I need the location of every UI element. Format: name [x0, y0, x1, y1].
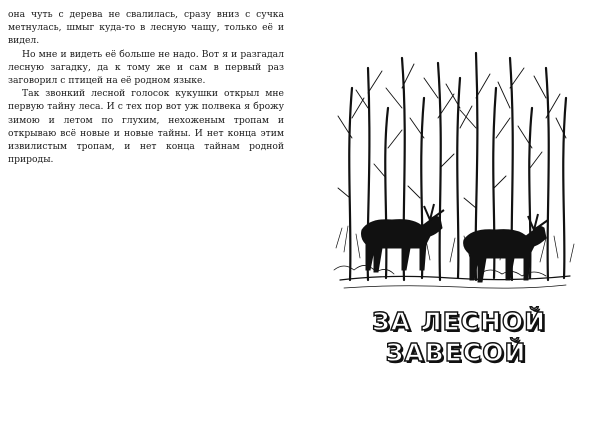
paragraph: Так звонкий лесной голосок кукушки открыл мне первую тайну леса. И с тех пор вот уж полвека я брожу зимою и летом по глухим, нехоженым тропам и открываю всё новые и новые тайны. И нет конца этим извилистым тропам, и нет конца тайнам родной природы. — [8, 88, 284, 166]
forest-moose-illustration — [330, 48, 578, 296]
paragraph: Но мне и видеть её больше не надо. Вот я и разгадал лесную загадку, да к тому же и сам в первый раз заговорил с птицей на её родном языке. — [8, 48, 284, 87]
book-title — [372, 306, 547, 368]
title-line-1: ЗА ЛЕСНОЙ — [372, 307, 547, 336]
body-text — [8, 8, 284, 166]
paragraph-continuation: она чуть с дерева не свалилась, сразу вниз с сучка метнулась, шмыг куда-то в лесную чащу, только её и видел. — [8, 9, 284, 47]
title-line-2: ЗАВЕСОЙ — [385, 338, 527, 367]
